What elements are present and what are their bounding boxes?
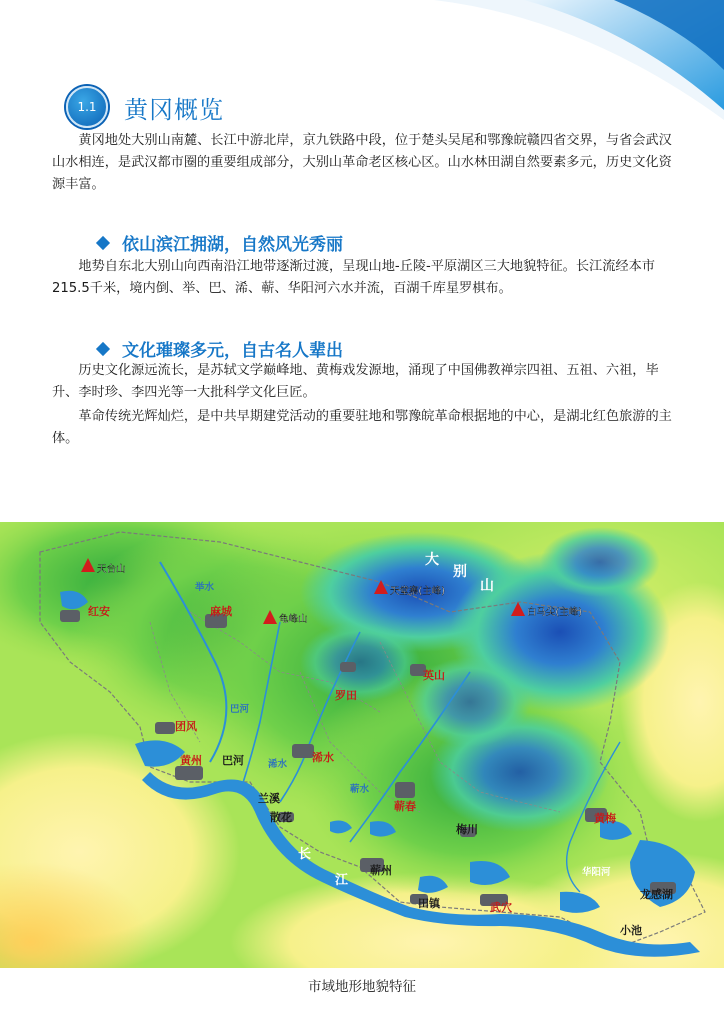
city-label: 武穴 (490, 901, 512, 914)
peak-label: 白马尖(主峰) (527, 607, 582, 618)
town-label: 龙感湖 (640, 888, 673, 901)
revolution-paragraph: 革命传统光辉灿烂，是中共早期建党活动的重要驻地和鄂豫皖革命根据地的中心，是湖北红色旅游的主体。 (52, 409, 672, 446)
svg-text:蕲水: 蕲水 (350, 784, 370, 795)
section-title: 黄冈概览 (124, 95, 224, 124)
svg-text:山: 山 (480, 578, 494, 594)
svg-text:别: 别 (453, 564, 467, 580)
diamond-bullet-icon (96, 235, 110, 249)
town-label: 田镇 (418, 897, 440, 910)
city-label: 罗田 (335, 689, 357, 702)
svg-text:浠水: 浠水 (268, 759, 288, 770)
town-label: 蕲州 (370, 864, 392, 877)
city-label: 浠水 (312, 751, 334, 764)
city-label: 英山 (423, 669, 445, 682)
town-label: 小池 (620, 924, 642, 937)
subsection-title: 文化璀璨多元，自古名人辈出 (122, 341, 343, 361)
map-caption: 市域地形地貌特征 (308, 979, 416, 995)
town-label: 巴河 (222, 754, 244, 767)
city-label: 黄梅 (594, 812, 616, 825)
intro-paragraph: 黄冈地处大别山南麓、长江中游北岸，京九铁路中段，位于楚头吴尾和鄂豫皖赣四省交界，与省会武汉山水相连，是武汉都市圈的重要组成部分，大别山革命老区核心区。山水林田湖自然要素多元，历史文化资源丰富。 (52, 133, 672, 192)
svg-text:大: 大 (425, 552, 439, 568)
town-label: 梅川 (456, 823, 478, 836)
city-label: 红安 (88, 605, 110, 618)
svg-text:华阳河: 华阳河 (582, 867, 611, 878)
section-number-badge: 1.1 (66, 86, 108, 128)
svg-text:长: 长 (298, 847, 312, 862)
terrain-map (0, 522, 724, 968)
town-label: 兰溪 (258, 792, 280, 805)
section-header (66, 86, 224, 128)
corner-decoration (394, 0, 724, 120)
peak-label: 天堂寨(主峰) (390, 586, 445, 597)
subsection-heading-culture (98, 336, 343, 361)
town-label: 散花 (270, 811, 292, 824)
nature-paragraph: 地势自东北大别山向西南沿江地带逐渐过渡，呈现山地-丘陵-平原湖区三大地貌特征。长江流经本市215.5千米，境内倒、举、巴、浠、蕲、华阳河六水并流，百湖千库星罗棋布。 (52, 259, 655, 296)
svg-text:巴河: 巴河 (230, 704, 250, 715)
subsection-title: 依山滨江拥湖，自然风光秀丽 (122, 235, 343, 255)
city-label: 团风 (175, 720, 197, 733)
diamond-bullet-icon (96, 341, 110, 355)
svg-text:举水: 举水 (195, 582, 215, 593)
city-label: 黄州 (180, 754, 202, 767)
city-label: 麻城 (210, 605, 232, 618)
svg-text:江: 江 (335, 873, 349, 888)
city-label: 蕲春 (394, 800, 416, 813)
culture-paragraph: 历史文化源远流长，是苏轼文学巅峰地、黄梅戏发源地，涌现了中国佛教禅宗四祖、五祖、六祖，毕升、李时珍、李四光等一大批科学文化巨匠。 (52, 363, 659, 400)
subsection-heading-nature (98, 230, 343, 255)
peak-label: 天台山 (97, 564, 126, 575)
peak-label: 龟峰山 (279, 614, 308, 625)
